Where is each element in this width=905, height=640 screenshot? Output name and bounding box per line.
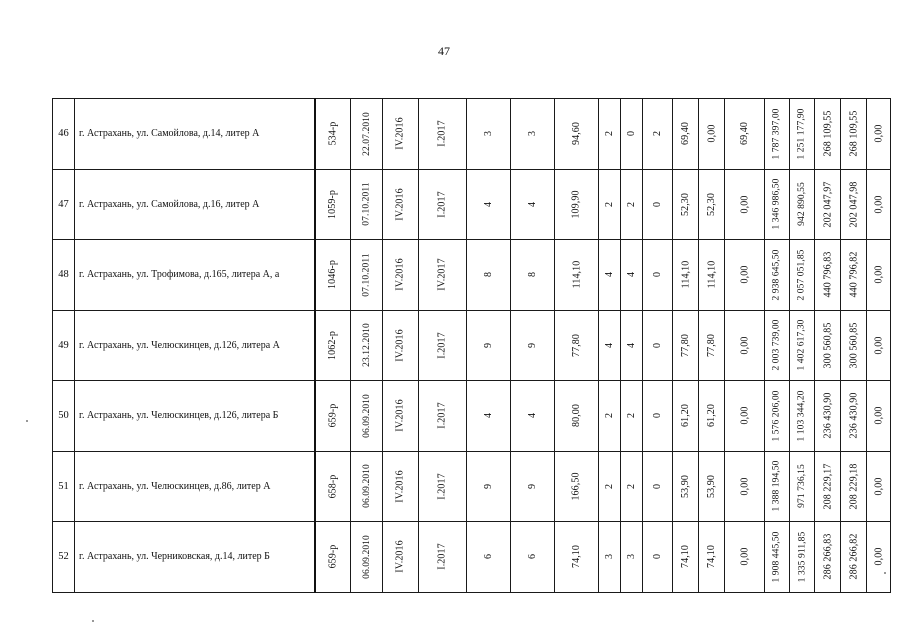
area-cell-1: 53,90	[680, 474, 691, 498]
amount-fund-cell: 1 335 911,85	[797, 531, 808, 583]
count-cell-1: 6	[482, 554, 494, 560]
decree-date-cell: 07.10.2011	[361, 253, 372, 297]
area-cell: 80,00	[571, 404, 582, 428]
amount-local-cell: 208 229,18	[848, 463, 859, 510]
start-period-cell: IV.2016	[395, 540, 406, 573]
area-cell: 166,50	[570, 472, 582, 501]
premises-cell-2: 4	[625, 342, 637, 348]
count-cell-2: 9	[526, 342, 538, 348]
amount-fund-cell: 1 251 177,90	[797, 108, 808, 160]
scan-speck	[884, 572, 886, 574]
start-period-cell: IV.2016	[395, 399, 406, 432]
area-cell-1: 61,20	[680, 404, 691, 428]
amount-other-cell: 0,00	[873, 336, 884, 355]
decree-number-cell: 534-р	[327, 121, 339, 146]
amount-other-cell: 0,00	[873, 477, 884, 496]
area-cell-1: 114,10	[680, 260, 692, 289]
start-period-cell: IV.2016	[395, 117, 406, 150]
count-cell-2: 3	[526, 131, 538, 137]
premises-cell-3: 0	[651, 413, 663, 419]
area-cell-2: 61,20	[706, 404, 717, 428]
amount-local-cell: 300 560,85	[848, 322, 859, 369]
amount-region-cell: 440 796,83	[822, 251, 833, 298]
end-period-cell: I.2017	[437, 473, 448, 500]
decree-date-cell: 06.09.2010	[361, 534, 372, 579]
premises-cell-1: 4	[603, 272, 615, 278]
area-cell: 74,10	[571, 545, 582, 569]
area-cell: 94,60	[571, 122, 582, 146]
row-number: 50	[58, 410, 69, 422]
end-period-cell: I.2017	[437, 191, 448, 218]
premises-cell-3: 0	[651, 554, 663, 560]
premises-cell-3: 0	[651, 483, 663, 489]
scan-speck	[92, 620, 94, 622]
premises-cell-1: 2	[603, 201, 615, 207]
amount-other-cell: 0,00	[873, 124, 884, 143]
area-cell-2: 77,80	[706, 333, 717, 357]
area-cell-2: 52,30	[706, 192, 717, 216]
amount-local-cell: 202 047,98	[848, 181, 859, 228]
amount-fund-cell: 942 890,55	[797, 182, 807, 227]
count-cell-1: 9	[482, 342, 494, 348]
table-row	[53, 169, 891, 240]
row-number: 51	[58, 480, 69, 492]
premises-cell-2: 2	[625, 483, 637, 489]
area-cell-3: 69,40	[739, 122, 750, 146]
start-period-cell: IV.2016	[395, 258, 406, 291]
amount-total-cell: 1 787 397,00	[772, 108, 783, 160]
amount-total-cell: 2 938 645,50	[772, 249, 783, 301]
scan-speck	[26, 420, 28, 422]
premises-cell-3: 0	[651, 201, 663, 207]
row-number: 47	[58, 198, 69, 210]
count-cell-1: 8	[482, 272, 494, 278]
amount-local-cell: 286 266,82	[848, 533, 859, 580]
amount-total-cell: 1 346 986,50	[772, 178, 783, 230]
amount-local-cell: 268 109,55	[848, 110, 859, 157]
premises-cell-2: 0	[625, 131, 637, 137]
amount-other-cell: 0,00	[873, 265, 884, 284]
premises-cell-3: 0	[651, 272, 663, 278]
area-cell-1: 69,40	[680, 122, 691, 146]
start-period-cell: IV.2016	[395, 329, 406, 362]
end-period-cell: I.2017	[437, 120, 448, 147]
page-number: 47	[438, 44, 450, 58]
row-number: 46	[58, 128, 69, 140]
decree-number-cell: 658-р	[327, 474, 339, 499]
amount-other-cell: 0,00	[873, 547, 884, 566]
end-period-cell: IV.2017	[437, 258, 448, 291]
decree-number-cell: 1059-р	[327, 189, 339, 219]
address-cell: г. Астрахань, ул. Самойлова, д.16, литер А	[79, 198, 260, 210]
table-row	[53, 451, 891, 522]
area-cell-1: 77,80	[680, 333, 691, 357]
amount-region-cell: 300 560,85	[822, 322, 833, 369]
decree-date-cell: 22.07.2010	[361, 111, 372, 156]
amount-other-cell: 0,00	[873, 406, 884, 425]
count-cell-2: 6	[526, 554, 538, 560]
amount-total-cell: 1 908 445,50	[772, 531, 783, 583]
start-period-cell: IV.2016	[395, 470, 406, 503]
decree-date-cell: 06.09.2010	[361, 464, 372, 509]
amount-other-cell: 0,00	[873, 195, 884, 214]
amount-total-cell: 1 388 194,50	[772, 460, 783, 512]
area-cell-3: 0,00	[739, 265, 750, 284]
premises-cell-2: 3	[625, 554, 637, 560]
table-row	[53, 240, 891, 311]
address-cell: г. Астрахань, ул. Челюскинцев, д.126, литера Б	[79, 410, 279, 422]
decree-number-cell: 659-р	[327, 544, 339, 569]
end-period-cell: I.2017	[437, 543, 448, 570]
amount-total-cell: 2 003 739,00	[772, 319, 783, 371]
row-number: 49	[58, 339, 69, 351]
area-cell-3: 0,00	[739, 406, 750, 425]
start-period-cell: IV.2016	[395, 188, 406, 221]
address-cell: г. Астрахань, ул. Челюскинцев, д.126, литера А	[79, 339, 280, 351]
address-cell: г. Астрахань, ул. Черниковская, д.14, литер Б	[79, 551, 270, 563]
premises-cell-1: 2	[603, 483, 615, 489]
table-row	[53, 310, 891, 381]
area-cell-2: 53,90	[706, 474, 717, 498]
area-cell-1: 74,10	[680, 545, 691, 569]
premises-cell-1: 4	[603, 342, 615, 348]
area-cell-2: 114,10	[706, 260, 718, 289]
amount-local-cell: 236 430,90	[848, 392, 859, 439]
amount-region-cell: 268 109,55	[822, 110, 833, 157]
area-cell: 114,10	[570, 260, 582, 289]
amount-region-cell: 208 229,17	[822, 463, 833, 510]
amount-fund-cell: 1 402 617,30	[797, 319, 808, 371]
count-cell-2: 9	[526, 483, 538, 489]
area-cell-3: 0,00	[739, 477, 750, 496]
count-cell-1: 3	[482, 131, 494, 137]
decree-number-cell: 1062-р	[327, 330, 339, 360]
count-cell-1: 9	[482, 483, 494, 489]
row-number: 48	[58, 269, 69, 281]
amount-region-cell: 236 430,90	[822, 392, 833, 439]
area-cell: 77,80	[571, 333, 582, 357]
count-cell-2: 8	[526, 272, 538, 278]
amount-fund-cell: 1 103 344,20	[797, 390, 808, 442]
premises-cell-3: 2	[651, 131, 663, 137]
decree-date-cell: 07.10.2011	[361, 182, 372, 226]
premises-cell-1: 2	[603, 131, 615, 137]
end-period-cell: I.2017	[437, 332, 448, 359]
count-cell-2: 4	[526, 201, 538, 207]
premises-cell-2: 2	[625, 201, 637, 207]
area-cell-1: 52,30	[680, 192, 691, 216]
decree-number-cell: 659-р	[327, 403, 339, 428]
count-cell-1: 4	[482, 413, 494, 419]
premises-cell-1: 2	[603, 413, 615, 419]
end-period-cell: I.2017	[437, 402, 448, 429]
amount-total-cell: 1 576 206,00	[772, 390, 783, 442]
count-cell-2: 4	[526, 413, 538, 419]
decree-number-cell: 1046-р	[327, 260, 339, 290]
area-cell-2: 74,10	[706, 545, 717, 569]
area-cell-2: 0,00	[706, 124, 717, 143]
area-cell-3: 0,00	[739, 547, 750, 566]
table-row	[53, 381, 891, 452]
resettlement-table	[52, 98, 891, 593]
row-number: 52	[58, 551, 69, 563]
amount-fund-cell: 971 736,15	[797, 464, 807, 509]
address-cell: г. Астрахань, ул. Трофимова, д.165, литера А, а	[79, 269, 280, 281]
table-row	[53, 99, 891, 170]
premises-cell-1: 3	[603, 554, 615, 560]
area-cell: 109,90	[570, 190, 582, 219]
amount-region-cell: 202 047,97	[822, 181, 833, 228]
area-cell-3: 0,00	[739, 195, 750, 214]
decree-date-cell: 06.09.2010	[361, 393, 372, 438]
premises-cell-3: 0	[651, 342, 663, 348]
amount-region-cell: 286 266,83	[822, 533, 833, 580]
table-row	[53, 522, 891, 593]
premises-cell-2: 4	[625, 272, 637, 278]
premises-cell-2: 2	[625, 413, 637, 419]
address-cell: г. Астрахань, ул. Самойлова, д.14, литер А	[79, 128, 260, 140]
area-cell-3: 0,00	[739, 336, 750, 355]
amount-fund-cell: 2 057 051,85	[797, 249, 808, 301]
decree-date-cell: 23.12.2010	[361, 323, 372, 368]
address-cell: г. Астрахань, ул. Челюскинцев, д.86, литер А	[79, 480, 271, 492]
amount-local-cell: 440 796,82	[848, 251, 859, 298]
count-cell-1: 4	[482, 201, 494, 207]
